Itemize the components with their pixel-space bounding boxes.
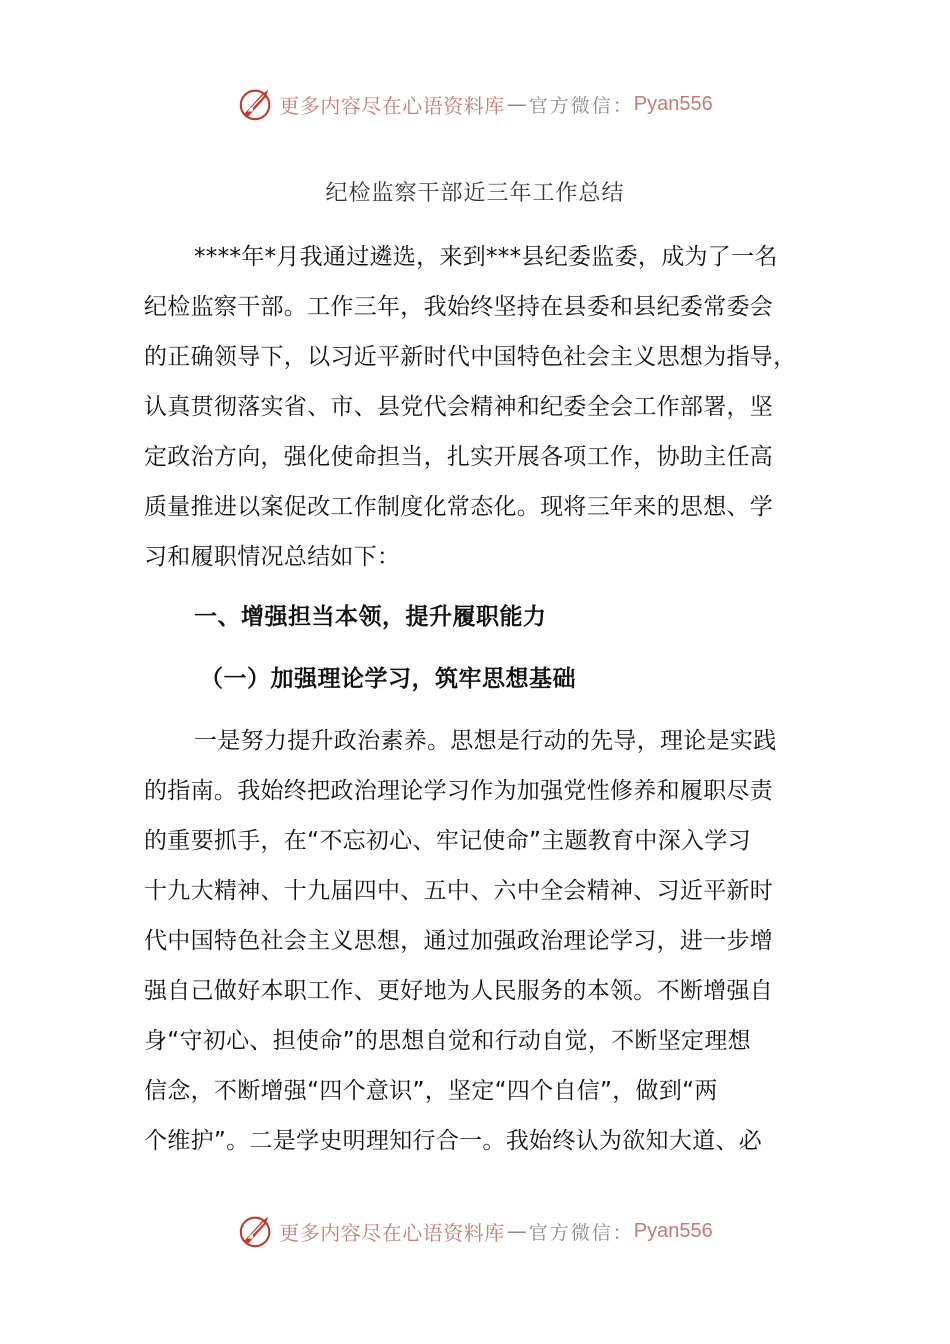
watermark-separator: — — [506, 92, 527, 116]
paragraph-line: 习和履职情况总结如下： — [144, 544, 401, 570]
section-heading-1: 一、增强担当本领，提升履职能力 — [194, 604, 547, 630]
paragraph-line: 的重要抓手，在“不忘初心、牢记使命”主题教育中深入学习 — [144, 828, 751, 854]
header-watermark — [0, 82, 950, 126]
paragraph-line: 身“守初心、担使命”的思想自觉和行动自觉，不断坚定理想 — [144, 1028, 751, 1054]
watermark-label: 官方微信： — [528, 1221, 634, 1244]
watermark-separator: — — [506, 1219, 527, 1243]
intro-paragraph — [144, 232, 797, 582]
watermark-brand: 更多内容尽在心语资料库 — [279, 1220, 505, 1245]
watermark-brand: 更多内容尽在心语资料库 — [279, 93, 505, 118]
pen-nib-logo-icon — [237, 85, 275, 123]
paragraph-line: 代中国特色社会主义思想，通过加强政治理论学习，进一步增 — [144, 928, 774, 954]
paragraph-line: ****年*月我通过遴选，来到***县纪委监委，成为了一名 — [194, 244, 778, 270]
body-paragraph — [144, 716, 794, 1166]
paragraph-line: 的正确领导下，以习近平新时代中国特色社会主义思想为指导， — [144, 344, 797, 370]
paragraph-line: 认真贯彻落实省、市、县党代会精神和纪委全会工作部署，坚 — [144, 394, 774, 420]
paragraph-line: 质量推进以案促改工作制度化常态化。现将三年来的思想、学 — [144, 494, 774, 520]
watermark-id: Pyan556 — [633, 92, 713, 115]
pen-nib-logo-icon — [237, 1212, 275, 1250]
footer-watermark — [0, 1209, 950, 1253]
paragraph-line: 个维护”。二是学史明理知行合一。我始终认为欲知大道、必 — [144, 1128, 763, 1154]
paragraph-line: 的指南。我始终把政治理论学习作为加强党性修养和履职尽责 — [144, 778, 774, 804]
paragraph-line: 强自己做好本职工作、更好地为人民服务的本领。不断增强自 — [144, 978, 774, 1004]
paragraph-line: 十九大精神、十九届四中、五中、六中全会精神、习近平新时 — [144, 878, 774, 904]
paragraph-line: 纪检监察干部。工作三年，我始终坚持在县委和县纪委常委会 — [144, 294, 774, 320]
paragraph-line: 信念，不断增强“四个意识”，坚定“四个自信”，做到“两 — [144, 1078, 718, 1104]
watermark-id: Pyan556 — [633, 1219, 713, 1242]
document-title: 纪检监察干部近三年工作总结 — [325, 181, 625, 206]
paragraph-line: 一是努力提升政治素养。思想是行动的先导，理论是实践 — [194, 728, 777, 754]
subsection-heading-1: （一）加强理论学习，筑牢思想基础 — [200, 666, 576, 692]
paragraph-line: 定政治方向，强化使命担当，扎实开展各项工作，协助主任高 — [144, 444, 774, 470]
watermark-label: 官方微信： — [528, 94, 634, 117]
